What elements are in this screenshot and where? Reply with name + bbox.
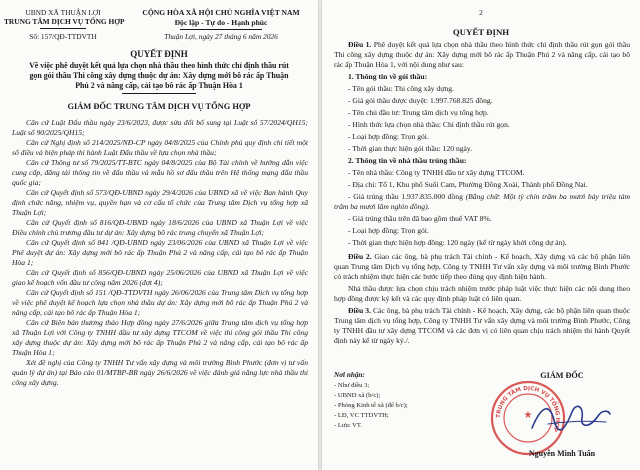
right-page	[322, 0, 640, 470]
preamble-item: Căn cứ Quyết định số 573/QĐ-UBND ngày 29/4/2026 của UBND xã về việc Ban hành Quy định chức năng, nhiệm vụ, quyền hạn và cơ cấu tổ chức của Trung tâm Dịch vụ tổng hợp xã Thuận Lợi;	[12, 188, 308, 217]
article-3-label: Điều 3.	[348, 306, 371, 315]
contractor-item: - Giá trúng thầu trên đã bao gồm thuế VAT 8%.	[348, 214, 492, 223]
preamble-item: Căn cứ Quyết định số 816/QĐ-UBND ngày 18/6/2026 của UBND xã Thuận Lợi về việc Điều chỉnh chủ trương đầu tư dự án: Xây dựng bô rác trung chuyển xã Thuận Lợi;	[12, 218, 308, 237]
preamble-item: Căn cứ Quyết định số 841 /QĐ-UBND ngày 23/06/2026 của UBND xã Thuận Lợi về việc Phê duyệt dự án: Xây dựng mới bô rác ấp Thuận Phú 2 và nâng cấp, cải tạo bô rác ấp Thuận Hòa 1;	[12, 238, 308, 267]
preamble-item: Căn cứ Thông tư số 79/2025/TT-BTC ngày 04/8/2025 của Bộ Tài chính về hướng dẫn việc cung cấp, đăng tải thông tin về đấu thầu và mẫu hồ sơ đấu thầu trên Hệ thống mạng đấu thầu quốc gia;	[12, 158, 308, 187]
recipient-item: - Phòng Kinh tế xã (để b/c);	[334, 402, 408, 409]
winning-price: - Giá trúng thầu 1.937.835.000 đồng	[348, 192, 463, 201]
preamble-item: Xét đề nghị của Công ty TNHH Tư vấn xây dựng và môi trường Bình Phước (đơn vị tư vấn quản lý dự án) tại Báo cáo 01/MTBP-BR ngày 26/6/2026 về việc đánh giá năng lực nhà thầu thi công xây dựng.	[12, 358, 308, 387]
decision-title: QUYẾT ĐỊNH	[452, 27, 510, 37]
org-line-1: UBND XÃ THUẬN LỢI	[25, 8, 101, 17]
subject-line-3: Phú 2 và nâng cấp, cải tạo bô rác ấp Thuận Hòa 1	[75, 81, 243, 90]
subject-line-1: Về việc phê duyệt kết quả lựa chọn nhà thầu theo hình thức chỉ định thầu rút	[29, 61, 289, 70]
subject-underline	[122, 93, 196, 94]
nation-title: CỘNG HÒA XÃ HỘI CHỦ NGHĨA VIỆT NAM	[142, 8, 300, 17]
contractor-item: - Thời gian thực hiện hợp đồng: 120 ngày (kể từ ngày khởi công dự án).	[348, 238, 567, 247]
org-line-2: TRUNG TÂM DỊCH VỤ TỔNG HỢP	[4, 17, 125, 26]
article-1	[334, 40, 630, 70]
article-1-label: Điều 1.	[348, 40, 372, 49]
decision-title: QUYẾT ĐỊNH	[130, 49, 188, 59]
package-item: - Thời gian thực hiện gói thầu: 120 ngày.	[348, 144, 473, 153]
preamble	[12, 118, 308, 388]
section-2-title: 2. Thông tin về nhà thầu trúng thầu:	[348, 156, 467, 165]
page-number: 2	[479, 8, 483, 17]
article-2	[334, 252, 630, 346]
package-item: - Tên gói thầu: Thi công xây dựng.	[348, 84, 454, 93]
preamble-item: Căn cứ Quyết định số 856/QĐ-UBND ngày 25/06/2026 của UBND xã Thuận Lợi về việc giao kế hoạch vốn đầu tư công năm 2026 (đợt 4);	[12, 268, 308, 287]
subject-line-2: gọn gói thầu Thi công xây dựng thuộc dự án: Xây dựng mới bô rác ấp Thuận	[29, 71, 289, 80]
article-3-text: Các ông, bà phụ trách Tài chính - Kế hoạch, Xây dựng, các bộ phận liên quan thuộc Trung tâm dịch vụ tổng hợp, Công ty TNHH Tư vấn xây dựng và môi trường Bình Phước, Công ty TNHH đầu tư xây dựng TTCOM và các đơn vị có liên quan chịu trách nhiệm thi hành Quyết định này kể từ ngày ký./.	[334, 306, 631, 345]
package-info	[334, 72, 630, 248]
left-page	[0, 0, 318, 470]
article-1-text: Phê duyệt kết quả lựa chọn nhà thầu theo hình thức chỉ định thầu rút gọn gói thầu Thi công xây dựng thuộc dự án: Xây dựng mới bô rác ấp Thuận Phú 2 và nâng cấp, cải tạo bô rác ấp Thuận Hòa 1, với nội dung như sau:	[334, 40, 630, 69]
recipients-title: Nơi nhận:	[334, 371, 365, 379]
package-item: - Loại hợp đồng: Trọn gói.	[348, 132, 429, 141]
recipient-item: - UBND xã (b/c);	[334, 392, 381, 399]
preamble-item: Căn cứ Nghị định số 214/2025/NĐ-CP ngày 04/8/2025 của Chính phủ quy định chi tiết một số điều và biện pháp thi hành Luật Đấu thầu về lựa chọn nhà thầu;	[12, 138, 308, 157]
preamble-item: Căn cứ Quyết định số 151 /QĐ-TTDVTH ngày 26/06/2026 của Trung tâm Dịch vụ tổng hợp về việc phê duyệt kế hoạch lựa chọn nhà thầu dự án: Xây dựng mới bô rác ấp Thuận Phú 2 và nâng cấp, cải tạo bô rác ấp Thuận Hòa 1;	[12, 288, 308, 317]
recipient-item: - LĐ, VC TTDVTH;	[334, 412, 389, 419]
preamble-item: Căn cứ Biên bản thương thảo Hợp đồng ngày 27/6/2026 giữa Trung tâm dịch vụ tổng hợp xã Thuận Lợi với Công ty TNHH đầu tư xây dựng TTCOM về việc thi công gói thầu Thi công xây dựng thuộc dự án: Xây dựng mới bô rác ấp Thuận Phú 2 và nâng cấp, cải tạo bô rác ấp Thuận Hòa 1;	[12, 318, 308, 357]
section-1-title: 1. Thông tin về gói thầu:	[348, 72, 428, 81]
package-item: - Tên chủ đầu tư: Trung tâm dịch vụ tổng hợp.	[348, 108, 489, 117]
recipient-item: - Lưu: VT.	[334, 422, 363, 429]
authority-heading: GIÁM ĐỐC TRUNG TÂM DỊCH VỤ TỔNG HỢP	[67, 102, 251, 111]
package-item: - Hình thức lựa chọn nhà thầu: Chỉ định thầu rút gọn.	[348, 120, 510, 129]
handwritten-signature	[528, 398, 614, 438]
article-2-text: Giao các ông, bà phụ trách Tài chính - Kế hoạch, Xây dựng và các bộ phận liên quan Trung tâm Dịch vụ tổng hợp, Công ty TNHH Tư vấn xây dựng và môi trường Bình Phước có trách nhiệm thực hiện các bước tiếp theo đúng quy định hiện hành.	[334, 252, 630, 281]
recipient-item: - Như điều 3;	[334, 382, 370, 389]
doc-number: Số: 157/QĐ-TTDVTH	[29, 32, 97, 41]
svg-text:★: ★	[523, 410, 533, 421]
preamble-item: Căn cứ Luật Đấu thầu ngày 23/6/2023, được sửa đổi bổ sung tại Luật số 57/2024/QH15; Luật số 90/2025/QH15;	[12, 118, 308, 137]
article-2-label: Điều 2.	[348, 252, 372, 261]
stamp-text: TRUNG TÂM DỊCH VỤ TỔNG HỢP	[495, 385, 561, 433]
package-item: - Giá gói thầu được duyệt: 1.997.768.825 đồng.	[348, 96, 493, 105]
signer-title: GIÁM ĐỐC	[540, 371, 584, 380]
signer-name: Nguyễn Minh Tuấn	[528, 449, 596, 458]
contractor-item: - Tên nhà thầu: Công ty TNHH đầu tư xây dựng TTCOM.	[348, 168, 525, 177]
winning-price-words: (Bằng chữ: Một tỷ chín trăm ba mươi bảy triệu tám trăm ba mươi lăm nghìn đồng).	[334, 192, 630, 211]
contractor-item: - Loại hợp đồng: Trọn gói.	[348, 226, 429, 235]
org-underline	[40, 28, 86, 29]
motto: Độc lập - Tự do - Hạnh phúc	[174, 18, 268, 27]
contractor-item: - Địa chỉ: Tổ 1, Khu phố Suối Cam, Phường Đồng Xoài, Thành phố Đồng Nai.	[348, 180, 588, 189]
date-place: Thuận Lợi, ngày 27 tháng 6 năm 2026	[164, 32, 278, 41]
article-2-note: Nhà thầu được lựa chọn chịu trách nhiệm trước pháp luật việc thực hiện các nội dung theo hợp đồng được ký kết và các quy định pháp luật có liên quan.	[334, 284, 630, 303]
motto-underline	[180, 29, 262, 30]
